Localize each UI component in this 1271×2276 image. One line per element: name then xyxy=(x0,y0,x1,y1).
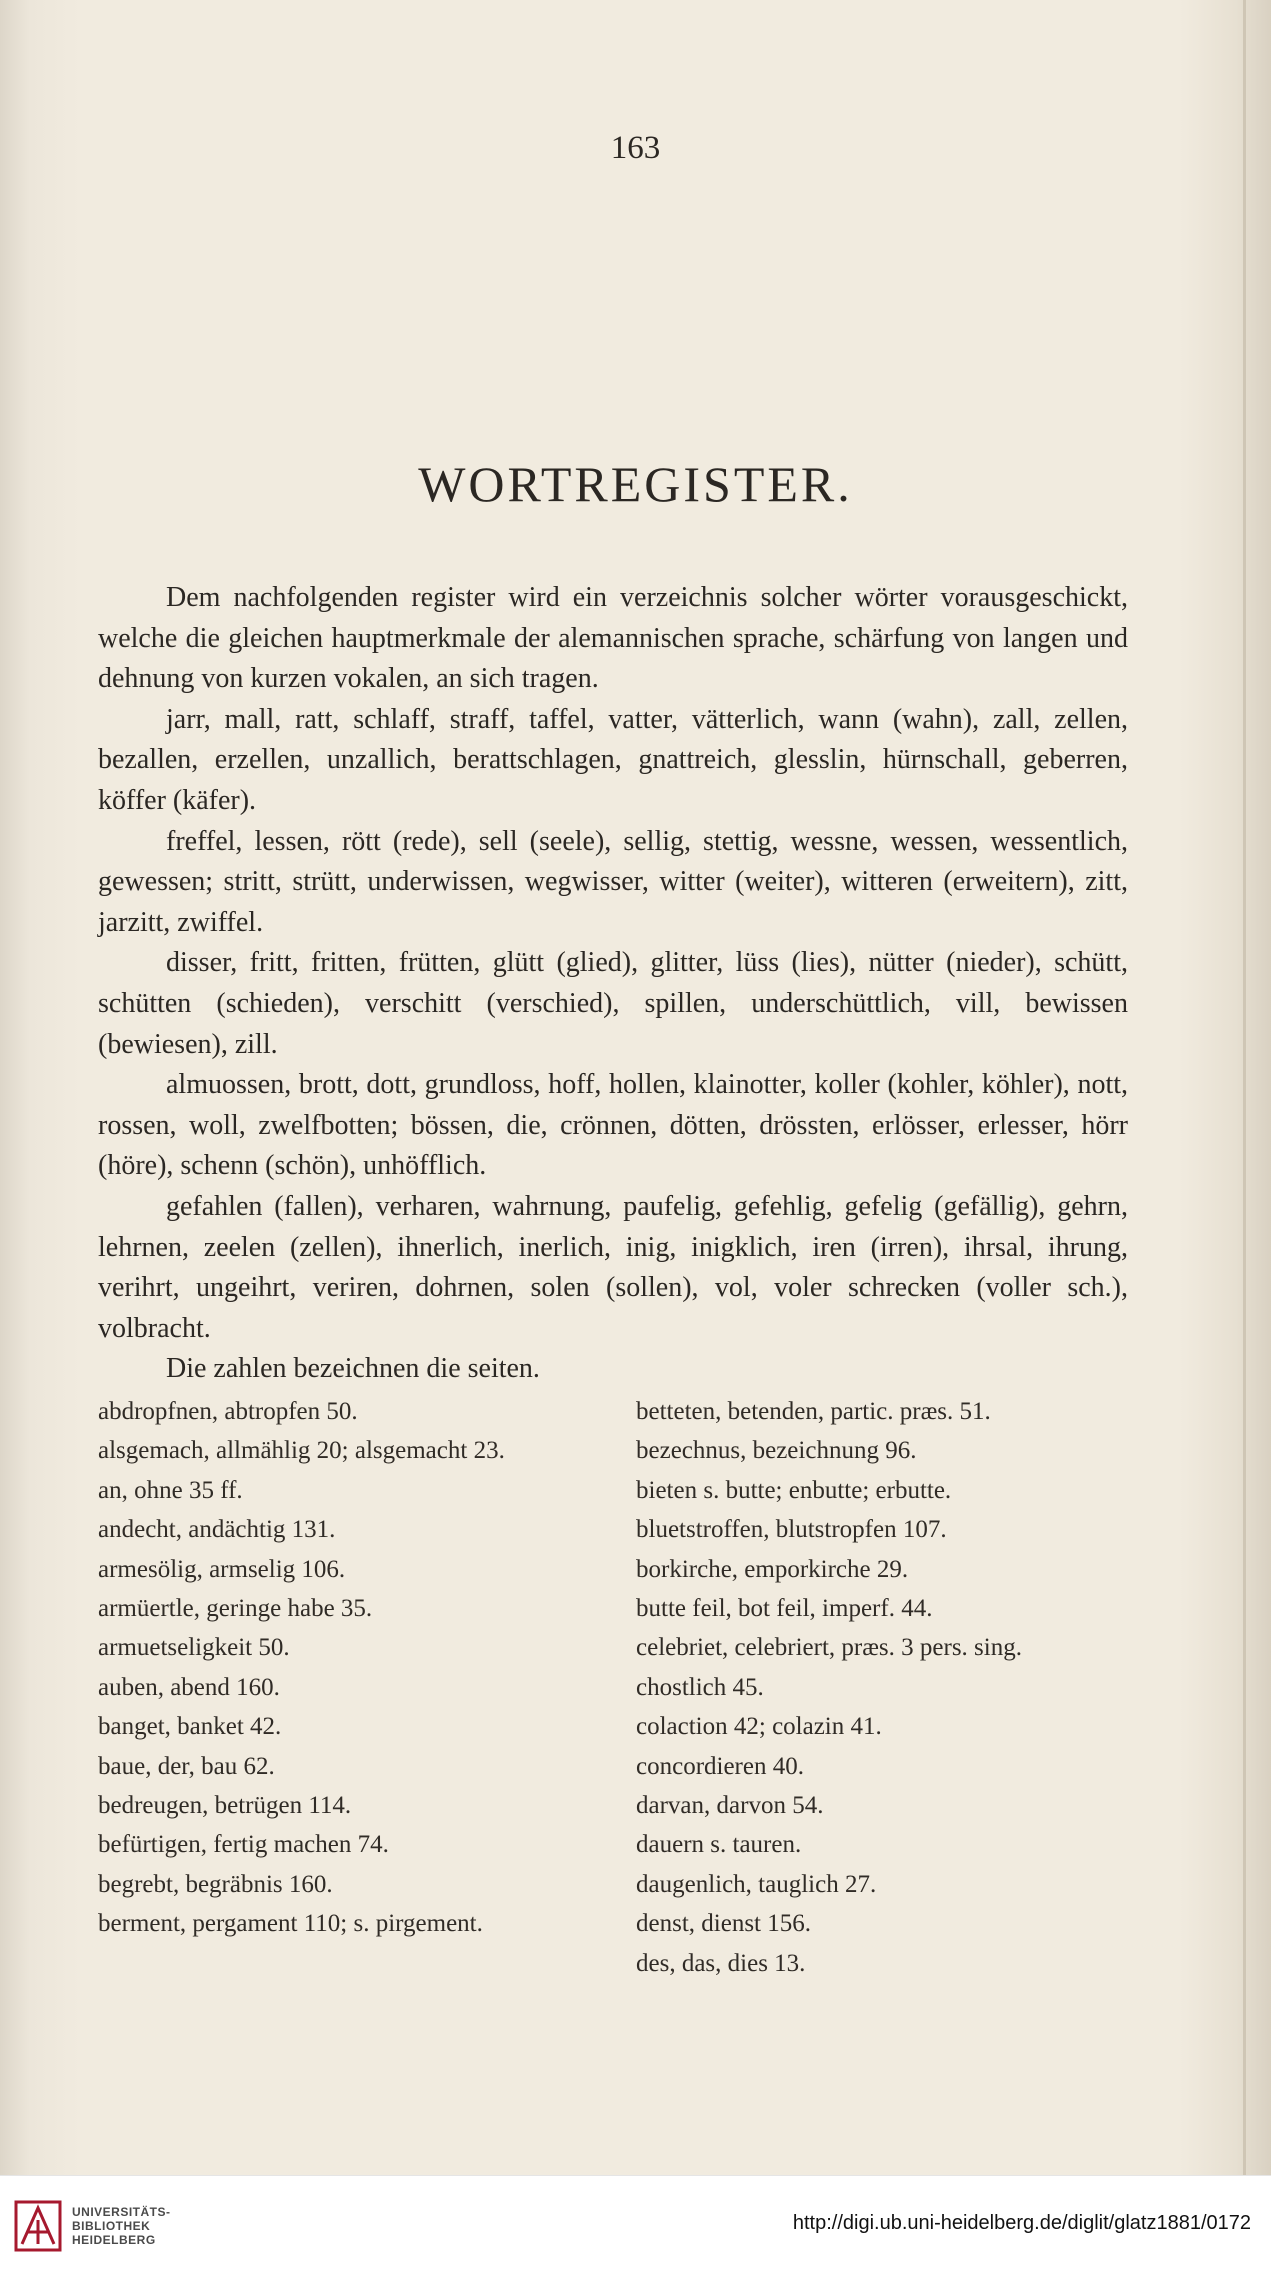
register-column-left xyxy=(98,1392,578,1944)
intro-paragraph: disser, fritt, fritten, frütten, glütt (glied), glitter, lüss (lies), nütter (nieder), schütt, schütten (schieden), verschitt (verschied), spillen, underschüttlich, vill, bewissen (bewiesen), zill. xyxy=(98,947,1128,1060)
register-entry: auben, abend 160. xyxy=(98,1673,280,1701)
intro-paragraph: Dem nachfolgenden register wird ein verzeichnis solcher wörter vorausgeschickt, welche die gleichen hauptmerkmale der alemannischen sprache, schärfung von langen und dehnung von kurzen vokalen, an sich tragen. xyxy=(98,582,1128,695)
library-name-line: HEIDELBERG xyxy=(72,2233,156,2247)
register-entry: begrebt, begräbnis 160. xyxy=(98,1870,333,1898)
source-url-link[interactable]: http://digi.ub.uni-heidelberg.de/diglit/glatz1881/0172 xyxy=(792,2212,1251,2234)
register-entry: andecht, andächtig 131. xyxy=(98,1516,336,1544)
register-entry: bluetstroffen, blutstropfen 107. xyxy=(636,1516,947,1544)
intro-text xyxy=(98,578,1128,1390)
footer-bar xyxy=(0,2175,1271,2276)
register-entry: denst, dienst 156. xyxy=(636,1910,811,1938)
register-entry: dauern s. tauren. xyxy=(636,1831,802,1859)
register-entry: darvan, darvon 54. xyxy=(636,1792,824,1820)
register-entry: baue, der, bau 62. xyxy=(98,1752,275,1780)
register-entry: chostlich 45. xyxy=(636,1673,764,1701)
university-library-logo-icon xyxy=(14,2198,62,2254)
register-entry: des, das, dies 13. xyxy=(636,1949,806,1977)
register-entry: berment, pergament 110; s. pirgement. xyxy=(98,1910,483,1938)
register-entry: colaction 42; colazin 41. xyxy=(636,1713,882,1741)
library-name xyxy=(72,2205,171,2247)
register-entry: borkirche, emporkirche 29. xyxy=(636,1555,909,1583)
register-column-right xyxy=(636,1392,1136,1983)
register-entry: alsgemach, allmählig 20; alsgemacht 23. xyxy=(98,1437,505,1465)
page-edge xyxy=(1243,0,1246,2175)
library-name-line: BIBLIOTHEK xyxy=(72,2219,151,2233)
register-entry: betteten, betenden, partic. præs. 51. xyxy=(636,1398,991,1425)
register-entry: abdropfnen, abtropfen 50. xyxy=(98,1398,358,1425)
register-entry: an, ohne 35 ff. xyxy=(98,1476,243,1504)
register-entry: daugenlich, tauglich 27. xyxy=(636,1870,877,1898)
register-entry: bedreugen, betrügen 114. xyxy=(98,1792,352,1820)
intro-paragraph: almuossen, brott, dott, grundloss, hoff, hollen, klainotter, koller (kohler, köhler), nott, rossen, woll, zwelfbotten; bössen, die, crönnen, dötten, drössten, erlösser, erlesser, hörr (höre), schenn (schön), unhöfflich. xyxy=(98,1069,1128,1182)
intro-paragraph: Die zahlen bezeichnen die seiten. xyxy=(166,1353,540,1385)
register-entry: armüertle, geringe habe 35. xyxy=(98,1595,373,1623)
register-entry: armesölig, armselig 106. xyxy=(98,1555,346,1583)
register-entry: banget, banket 42. xyxy=(98,1713,282,1741)
intro-paragraph: jarr, mall, ratt, schlaff, straff, taffel, vatter, vätterlich, wann (wahn), zall, zellen, bezallen, erzellen, unzallich, berattschlagen, gnattreich, glesslin, hürnschall, geberren, köffer (käfer). xyxy=(98,703,1128,816)
register-entry: befürtigen, fertig machen 74. xyxy=(98,1831,389,1859)
register-entry: concordieren 40. xyxy=(636,1752,804,1780)
register-entry: bezechnus, bezeichnung 96. xyxy=(636,1437,917,1465)
intro-paragraph: gefahlen (fallen), verharen, wahrnung, paufelig, gefehlig, gefelig (gefällig), gehrn, lehrnen, zeelen (zellen), ihnerlich, inerlich, inig, inigklich, iren (irren), ihrsal, ihrung, verihrt, ungeihrt, veriren, dohrnen, solen (sollen), vol, voler schrecken (voller sch.), volbracht. xyxy=(98,1190,1128,1344)
library-name-line: UNIVERSITÄTS- xyxy=(72,2205,171,2219)
page-title: WORTREGISTER. xyxy=(418,456,853,512)
register-entry: celebriet, celebriert, præs. 3 pers. sing. xyxy=(636,1634,1022,1662)
page-number: 163 xyxy=(610,130,661,166)
register-entry: bieten s. butte; enbutte; erbutte. xyxy=(636,1476,952,1504)
intro-paragraph: freffel, lessen, rött (rede), sell (seele), sellig, stettig, wessne, wessen, wessentlich, gewessen; stritt, strütt, underwissen, wegwisser, witter (weiter), witteren (erweitern), zitt, jarzitt, zwiffel. xyxy=(98,825,1128,938)
register-entry: armuetseligkeit 50. xyxy=(98,1634,290,1662)
register-entry: butte feil, bot feil, imperf. 44. xyxy=(636,1595,933,1623)
